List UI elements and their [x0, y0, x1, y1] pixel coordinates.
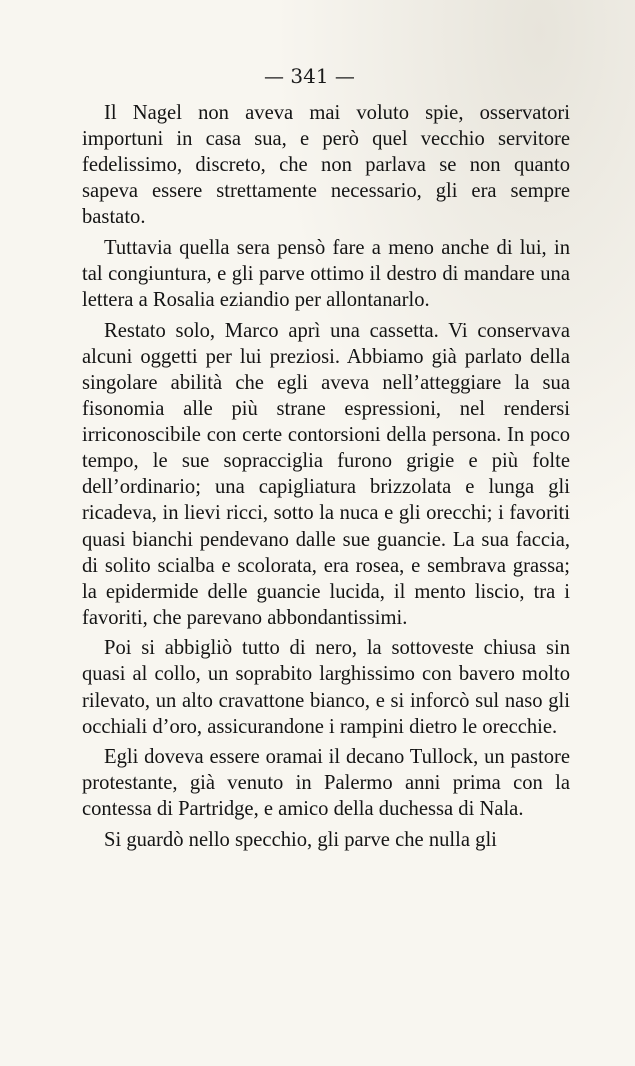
body-text [82, 100, 570, 853]
page-number: — 341 — [264, 64, 355, 88]
paragraph: Il Nagel non aveva mai voluto spie, osservatori importuni in casa sua, e però quel vecchio servitore fedelissimo, discreto, che non parlava se non quanto sapeva essere strettamente necessario, gli era sempre bastato. [82, 102, 570, 229]
paragraph: Egli doveva essere oramai il decano Tullock, un pastore protestante, già venuto in Palermo anni prima con la contessa di Partridge, e amico della duchessa di Nala. [82, 746, 570, 821]
paragraph: Restato solo, Marco aprì una cassetta. Vi conservava alcuni oggetti per lui preziosi. Abbiamo già parlato della singolare abilità che egli aveva nell’atteggiare la sua fisonomia alle più strane espressioni, nel rendersi irriconoscibile con certe contorsioni della persona. In poco tempo, le sue sopracciglia furono grigie e più folte dell’ordinario; una capigliatura brizzolata e lunga gli ricadeva, in lievi ricci, sotto la nuca e gli orecchi; i favoriti quasi bianchi pendevano dalle sue guancie. La sua faccia, di solito scialba e scolorata, era rosea, e sembrava grassa; la epidermide delle guancie lucida, il mento liscio, tra i favoriti, che parevano abbondantissimi. [82, 319, 570, 629]
paragraph: Tuttavia quella sera pensò fare a meno anche di lui, in tal congiuntura, e gli parve ottimo il destro di mandare una lettera a Rosalia eziandio per allontanarlo. [82, 236, 570, 312]
paragraph: Poi si abbigliò tutto di nero, la sottoveste chiusa sin quasi al collo, un soprabito larghissimo con bavero molto rilevato, un alto cravattone bianco, e si inforcò sul naso gli occhiali d’oro, assicurandone i rampini dietro le orecchie. [82, 637, 570, 738]
paragraph: Si guardò nello specchio, gli parve che nulla gli [104, 829, 497, 852]
